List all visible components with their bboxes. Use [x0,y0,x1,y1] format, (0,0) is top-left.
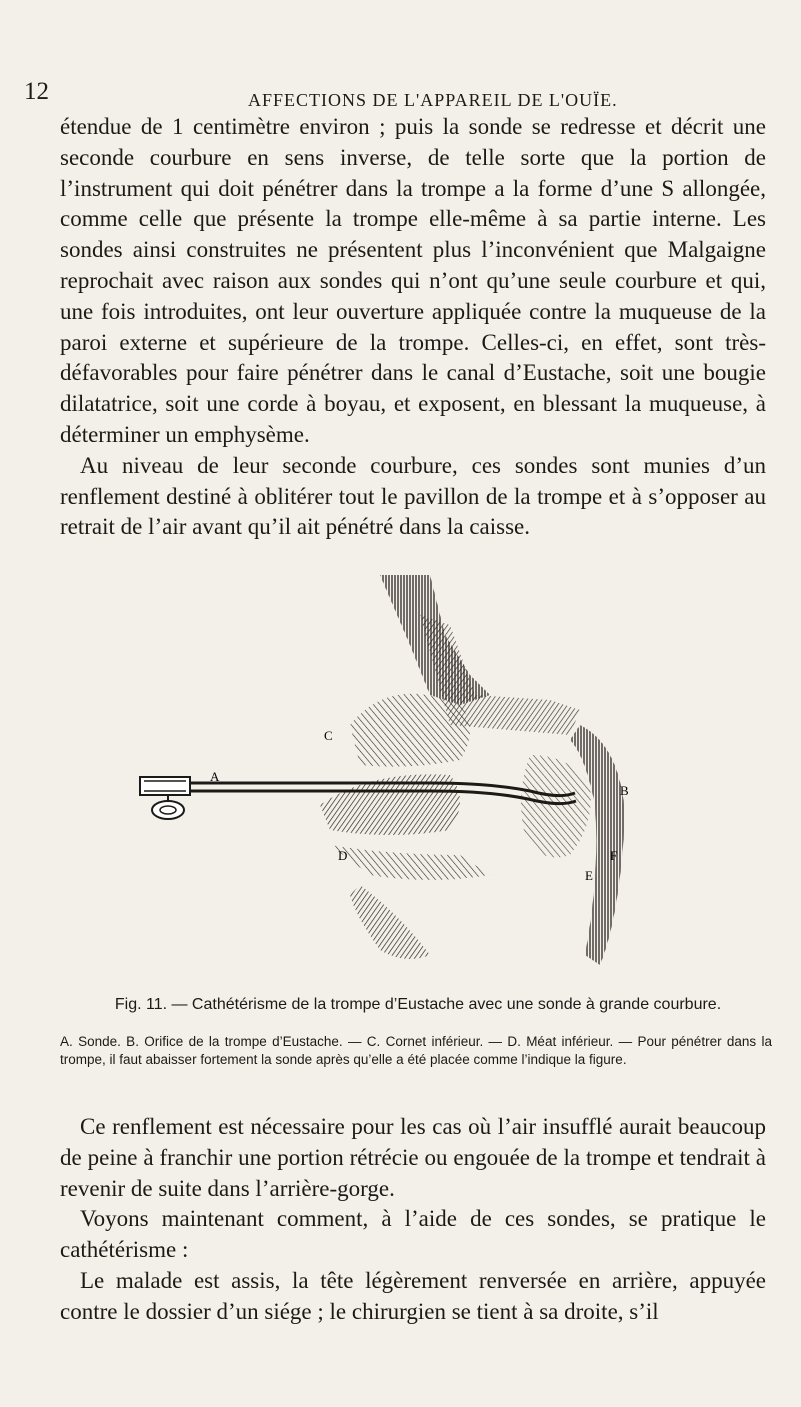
label-c: C [324,728,333,743]
lower-jaw [350,885,430,959]
text-block-bottom [60,1112,766,1328]
paragraph: Ce renflement est nécessaire pour les cas où l’air insufflé aurait beaucoup de peine à franchir une portion rétrécie ou engouée de la trompe et tendrait à revenir de suite dans l’arrière-gorge. [60,1114,766,1201]
page-number: 12 [24,78,49,105]
figure-illustration [130,555,670,985]
running-title: AFFECTIONS DE L'APPAREIL DE L'OUÏE. [248,90,618,110]
anatomical-figure [130,555,670,985]
label-f: F [610,848,618,863]
eustachian-region [521,755,591,858]
text-block-top [60,112,766,543]
figure-legend: A. Sonde. B. Orifice de la trompe d’Eustache. — C. Cornet inférieur. — D. Méat inférieur. — Pour pénétrer dans la trompe, il faut abaisser fortement la sonde après qu’elle a été placée comme l’indique la figure. [60,1034,772,1067]
figure-caption: Fig. 11. — Cathétérisme de la trompe d’Eustache avec une sonde à grande courbure. [114,996,722,1013]
turbinate-upper [350,694,470,767]
label-b: B [620,783,629,798]
paragraph: étendue de 1 centimètre environ ; puis la sonde se redresse et décrit une seconde courbure en sens inverse, de telle sorte que la portion de l’instrument qui doit pénétrer dans la trompe a la forme d’une S allongée, comme celle que présente la trompe elle-même à sa partie interne. Les sondes ainsi construites ne présentent plus l’inconvénient que Malgaigne reprochait avec raison aux sondes qui n’ont qu’une seule courbure et qui, une fois introduites, ont leur ouverture appliquée contre la muqueuse de la paroi externe et supérieure de la trompe. Celles-ci, en effet, sont très-défavorables pour faire pénétrer dans le canal d’Eustache, soit une bougie dilatatrice, soit une corde à boyau, et exposent, en blessant la muqueuse, à déterminer un emphysème. [60,114,766,447]
label-a: A [210,769,220,784]
paragraph: Le malade est assis, la tête légèrement renversée en arrière, appuyée contre le dossier d’un siége ; le chirurgien se tient à sa droite, s’il [60,1267,766,1324]
palate [330,845,490,880]
pharynx-wall [570,725,625,965]
paragraph: Au niveau de leur seconde courbure, ces sondes sont munies d’un renflement destiné à oblitérer tout le pavillon de la trompe et à s’opposer au retrait de l’air avant qu’il ait pénétré dans la caisse. [60,452,766,540]
label-d: D [338,848,348,863]
paragraph: Voyons maintenant comment, à l’aide de ces sondes, se pratique le cathétérisme : [60,1206,766,1263]
label-e: E [585,868,593,883]
